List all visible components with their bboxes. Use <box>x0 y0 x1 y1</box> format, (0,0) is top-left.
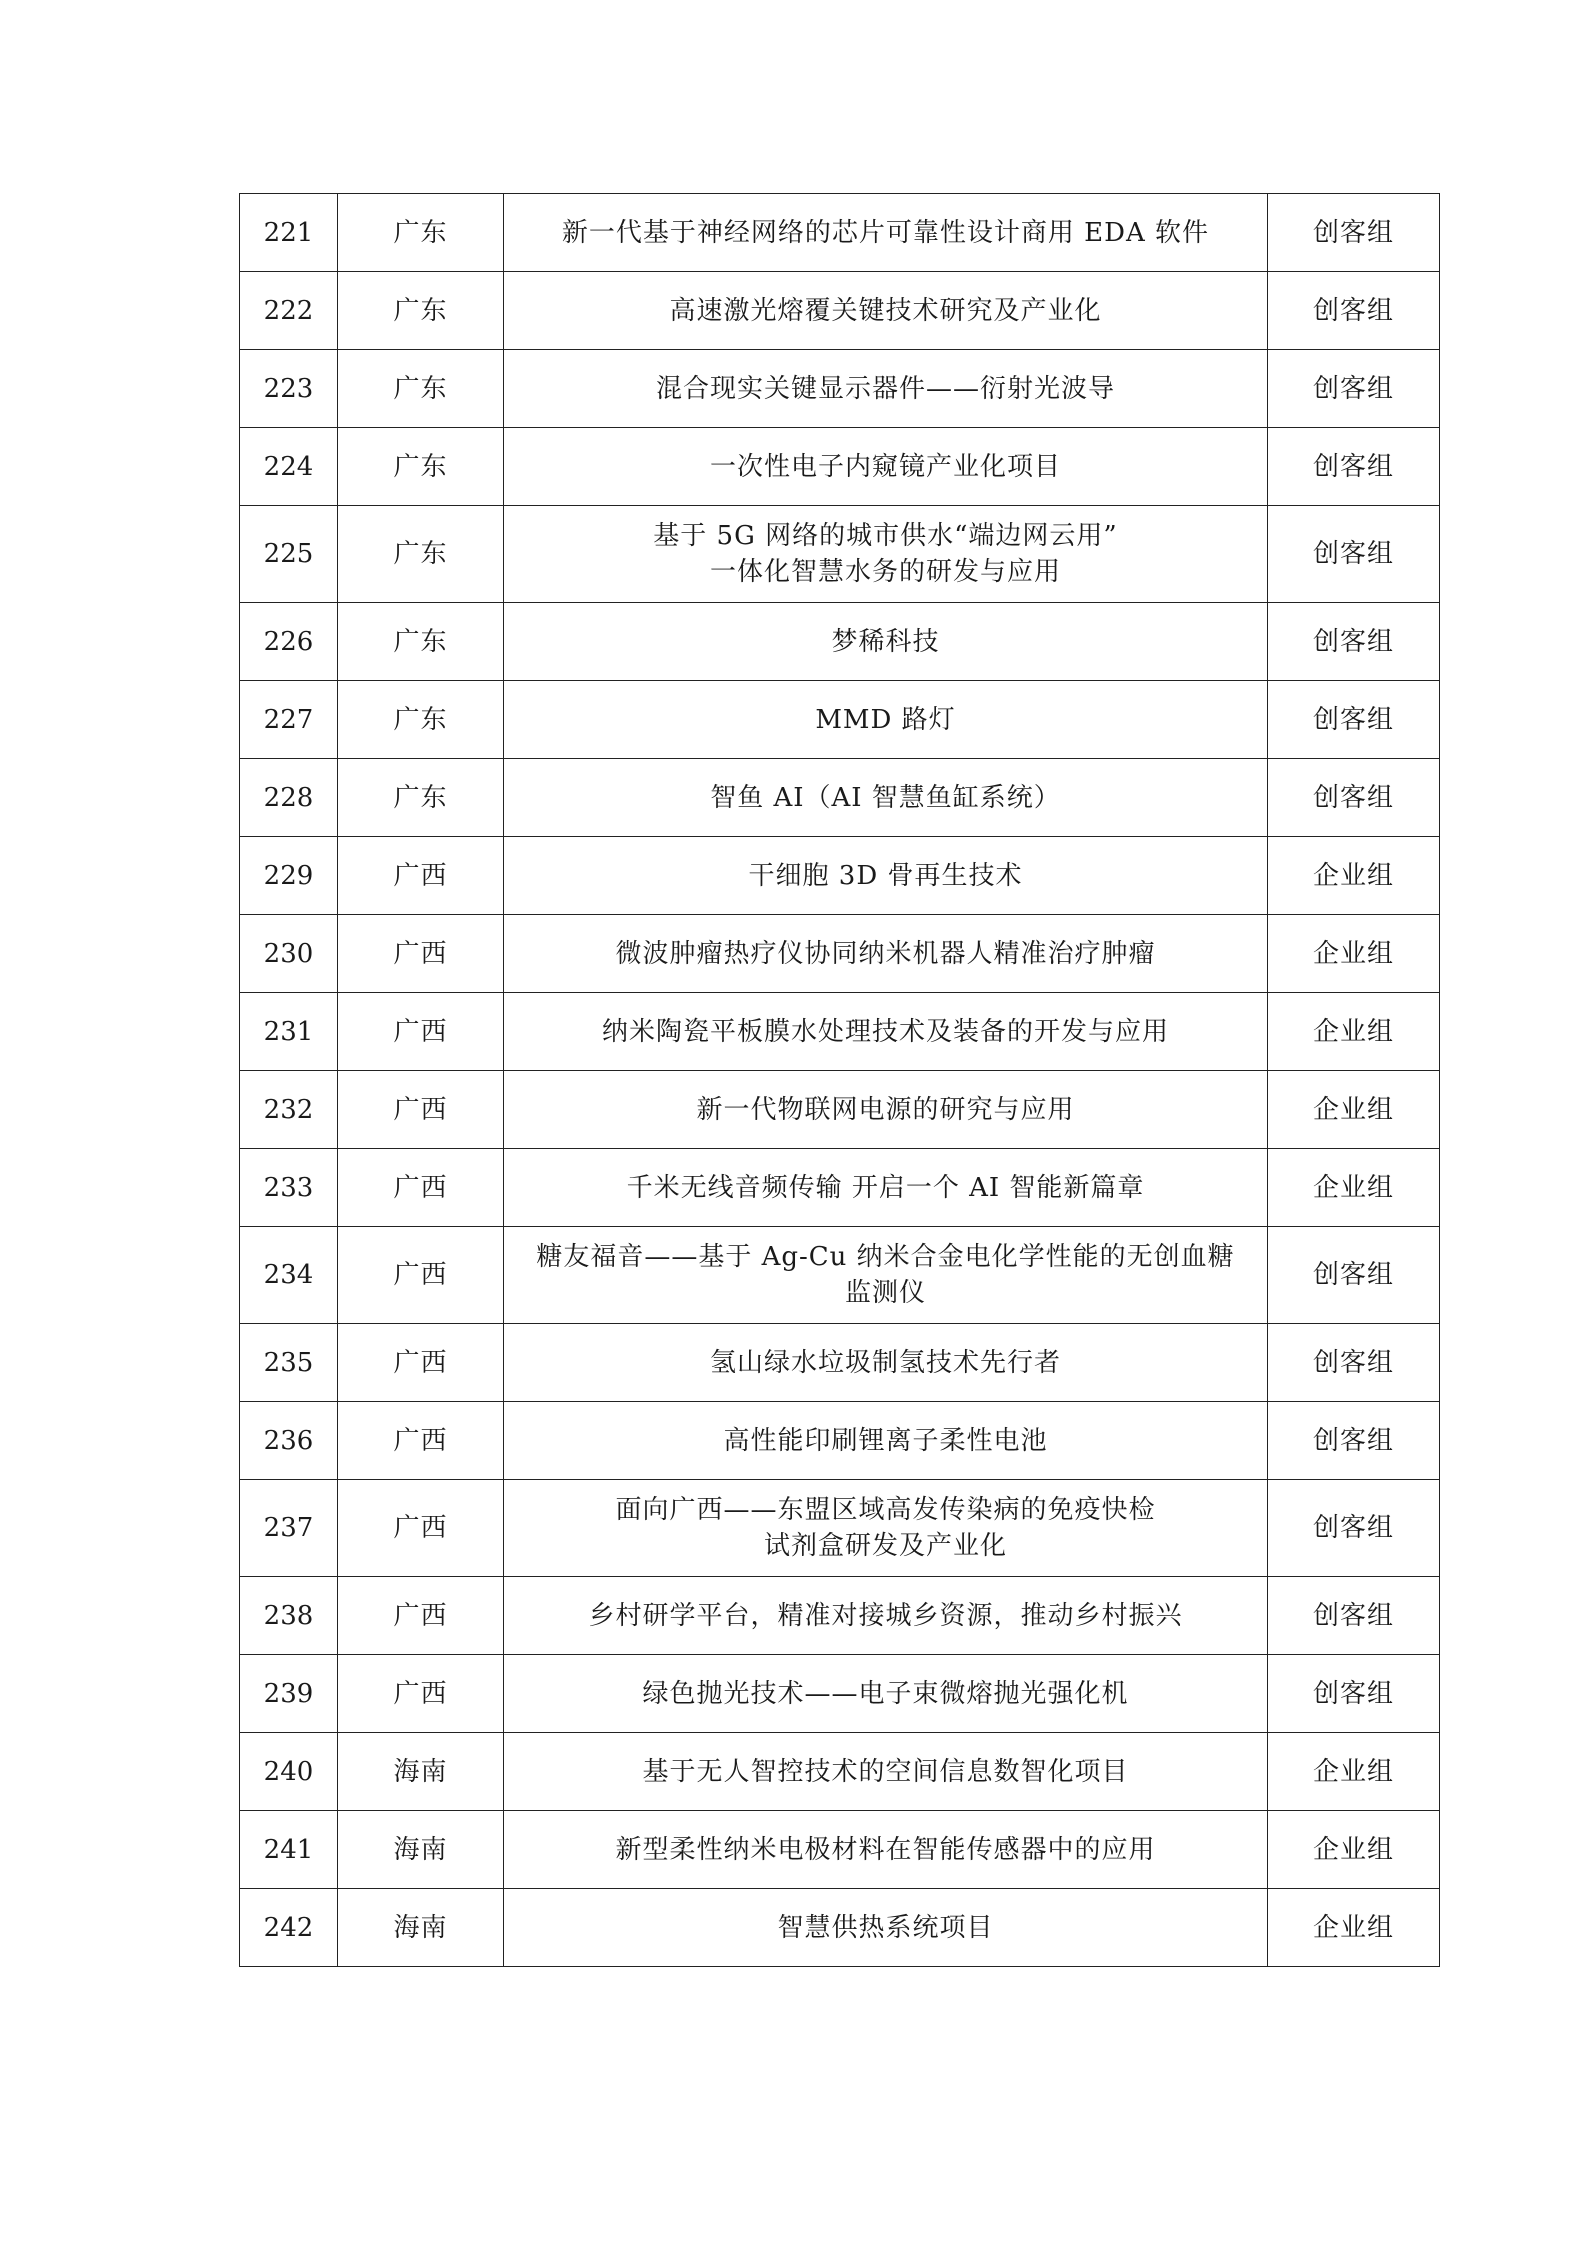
group-cell: 创客组 <box>1268 428 1440 506</box>
project-name-line: 氢山绿水垃圾制氢技术先行者 <box>709 1347 1061 1378</box>
region-cell: 广东 <box>338 428 504 506</box>
region-cell: 广东 <box>338 350 504 428</box>
project-name-cell <box>504 194 1268 272</box>
row-number-cell: 235 <box>240 1324 338 1402</box>
row-number-cell: 234 <box>240 1227 338 1324</box>
region-cell: 广西 <box>338 1149 504 1227</box>
region-cell: 广东 <box>338 759 504 837</box>
table-body <box>240 194 1440 1967</box>
group-cell: 创客组 <box>1268 1655 1440 1733</box>
table-row <box>240 1889 1440 1967</box>
table-row <box>240 1227 1440 1324</box>
group-cell: 创客组 <box>1268 681 1440 759</box>
project-name-line: 糖友福音——基于 Ag-Cu 纳米合金电化学性能的无创血糖 <box>536 1242 1235 1272</box>
project-name-cell <box>504 1324 1268 1402</box>
row-number-cell: 229 <box>240 837 338 915</box>
row-number-cell: 232 <box>240 1071 338 1149</box>
region-cell: 广西 <box>338 1227 504 1324</box>
group-cell: 创客组 <box>1268 1402 1440 1480</box>
group-cell: 创客组 <box>1268 272 1440 350</box>
table-row <box>240 1577 1440 1655</box>
project-name-line: MMD 路灯 <box>815 704 956 735</box>
project-table <box>239 193 1440 1967</box>
table-row <box>240 272 1440 350</box>
project-name-cell <box>504 1811 1268 1889</box>
row-number-cell: 225 <box>240 506 338 603</box>
region-cell: 广西 <box>338 1480 504 1577</box>
project-name-line: 面向广西——东盟区域高发传染病的免疫快检 <box>615 1495 1156 1525</box>
project-name-line: 千米无线音频传输 开启一个 AI 智能新篇章 <box>626 1172 1145 1203</box>
project-name-line: 新一代物联网电源的研究与应用 <box>696 1094 1075 1125</box>
project-name-line: 智慧供热系统项目 <box>777 1912 994 1943</box>
group-cell: 企业组 <box>1268 837 1440 915</box>
region-cell: 广东 <box>338 194 504 272</box>
project-name-cell <box>504 915 1268 993</box>
row-number-cell: 224 <box>240 428 338 506</box>
group-cell: 创客组 <box>1268 194 1440 272</box>
row-number-cell: 223 <box>240 350 338 428</box>
project-name-line: 乡村研学平台，精准对接城乡资源，推动乡村振兴 <box>588 1600 1183 1631</box>
table-row <box>240 350 1440 428</box>
project-name-cell <box>504 1733 1268 1811</box>
project-name-line: 高速激光熔覆关键技术研究及产业化 <box>669 295 1102 326</box>
table-row <box>240 1402 1440 1480</box>
table-row <box>240 603 1440 681</box>
project-name-cell <box>504 1227 1268 1324</box>
row-number-cell: 242 <box>240 1889 338 1967</box>
row-number-cell: 241 <box>240 1811 338 1889</box>
region-cell: 广东 <box>338 506 504 603</box>
region-cell: 广西 <box>338 993 504 1071</box>
project-name-cell <box>504 681 1268 759</box>
table-row <box>240 1324 1440 1402</box>
project-name-cell <box>504 1577 1268 1655</box>
region-cell: 广西 <box>338 915 504 993</box>
project-name-line: 一次性电子内窥镜产业化项目 <box>709 451 1061 482</box>
table-row <box>240 1655 1440 1733</box>
row-number-cell: 231 <box>240 993 338 1071</box>
project-name-cell <box>504 1889 1268 1967</box>
row-number-cell: 239 <box>240 1655 338 1733</box>
group-cell: 创客组 <box>1268 350 1440 428</box>
project-name-line: 新一代基于神经网络的芯片可靠性设计商用 EDA 软件 <box>561 217 1210 248</box>
project-name-line: 一体化智慧水务的研发与应用 <box>709 557 1061 587</box>
region-cell: 广东 <box>338 603 504 681</box>
group-cell: 创客组 <box>1268 506 1440 603</box>
project-name-cell <box>504 350 1268 428</box>
project-name-line: 干细胞 3D 骨再生技术 <box>748 860 1023 891</box>
row-number-cell: 238 <box>240 1577 338 1655</box>
region-cell: 广西 <box>338 1402 504 1480</box>
project-name-cell <box>504 1655 1268 1733</box>
project-name-line: 绿色抛光技术——电子束微熔抛光强化机 <box>642 1678 1129 1709</box>
project-name-cell <box>504 428 1268 506</box>
project-name-line: 试剂盒研发及产业化 <box>763 1531 1007 1561</box>
project-name-cell <box>504 1071 1268 1149</box>
table-row <box>240 428 1440 506</box>
row-number-cell: 221 <box>240 194 338 272</box>
row-number-cell: 228 <box>240 759 338 837</box>
group-cell: 创客组 <box>1268 1324 1440 1402</box>
group-cell: 企业组 <box>1268 1811 1440 1889</box>
project-name-line: 高性能印刷锂离子柔性电池 <box>723 1425 1048 1456</box>
table-row <box>240 194 1440 272</box>
project-name-cell <box>504 272 1268 350</box>
table-row <box>240 759 1440 837</box>
project-name-line: 纳米陶瓷平板膜水处理技术及装备的开发与应用 <box>601 1016 1169 1047</box>
table-row <box>240 1149 1440 1227</box>
project-name-line: 微波肿瘤热疗仪协同纳米机器人精准治疗肿瘤 <box>615 938 1156 969</box>
project-name-cell <box>504 603 1268 681</box>
row-number-cell: 240 <box>240 1733 338 1811</box>
project-name-cell <box>504 759 1268 837</box>
project-name-cell <box>504 1402 1268 1480</box>
group-cell: 企业组 <box>1268 1149 1440 1227</box>
project-name-line: 混合现实关键显示器件——衍射光波导 <box>655 373 1115 404</box>
table-row <box>240 1071 1440 1149</box>
table-row <box>240 993 1440 1071</box>
region-cell: 海南 <box>338 1733 504 1811</box>
row-number-cell: 233 <box>240 1149 338 1227</box>
project-name-cell <box>504 506 1268 603</box>
project-name-cell <box>504 1480 1268 1577</box>
project-name-cell <box>504 993 1268 1071</box>
region-cell: 海南 <box>338 1811 504 1889</box>
group-cell: 企业组 <box>1268 915 1440 993</box>
table-row <box>240 681 1440 759</box>
group-cell: 创客组 <box>1268 603 1440 681</box>
region-cell: 广西 <box>338 1655 504 1733</box>
table-row <box>240 1480 1440 1577</box>
row-number-cell: 236 <box>240 1402 338 1480</box>
project-name-line: 梦稀科技 <box>831 626 940 657</box>
project-name-line: 智鱼 AI（AI 智慧鱼缸系统） <box>710 782 1061 813</box>
project-name-cell <box>504 1149 1268 1227</box>
row-number-cell: 222 <box>240 272 338 350</box>
region-cell: 广西 <box>338 1324 504 1402</box>
table-row <box>240 837 1440 915</box>
project-name-line: 基于无人智控技术的空间信息数智化项目 <box>642 1756 1129 1787</box>
project-name-line: 监测仪 <box>844 1278 926 1308</box>
table-row <box>240 506 1440 603</box>
project-name-line: 新型柔性纳米电极材料在智能传感器中的应用 <box>615 1834 1156 1865</box>
table-row <box>240 915 1440 993</box>
region-cell: 海南 <box>338 1889 504 1967</box>
row-number-cell: 226 <box>240 603 338 681</box>
group-cell: 创客组 <box>1268 759 1440 837</box>
row-number-cell: 230 <box>240 915 338 993</box>
project-name-line: 基于 5G 网络的城市供水“端边网云用” <box>653 521 1118 551</box>
project-name-cell <box>504 837 1268 915</box>
group-cell: 企业组 <box>1268 1733 1440 1811</box>
table-row <box>240 1733 1440 1811</box>
region-cell: 广西 <box>338 1577 504 1655</box>
group-cell: 企业组 <box>1268 1071 1440 1149</box>
group-cell: 企业组 <box>1268 993 1440 1071</box>
region-cell: 广西 <box>338 837 504 915</box>
region-cell: 广东 <box>338 272 504 350</box>
region-cell: 广西 <box>338 1071 504 1149</box>
table-row <box>240 1811 1440 1889</box>
group-cell: 创客组 <box>1268 1227 1440 1324</box>
group-cell: 企业组 <box>1268 1889 1440 1967</box>
region-cell: 广东 <box>338 681 504 759</box>
row-number-cell: 227 <box>240 681 338 759</box>
group-cell: 创客组 <box>1268 1480 1440 1577</box>
row-number-cell: 237 <box>240 1480 338 1577</box>
group-cell: 创客组 <box>1268 1577 1440 1655</box>
